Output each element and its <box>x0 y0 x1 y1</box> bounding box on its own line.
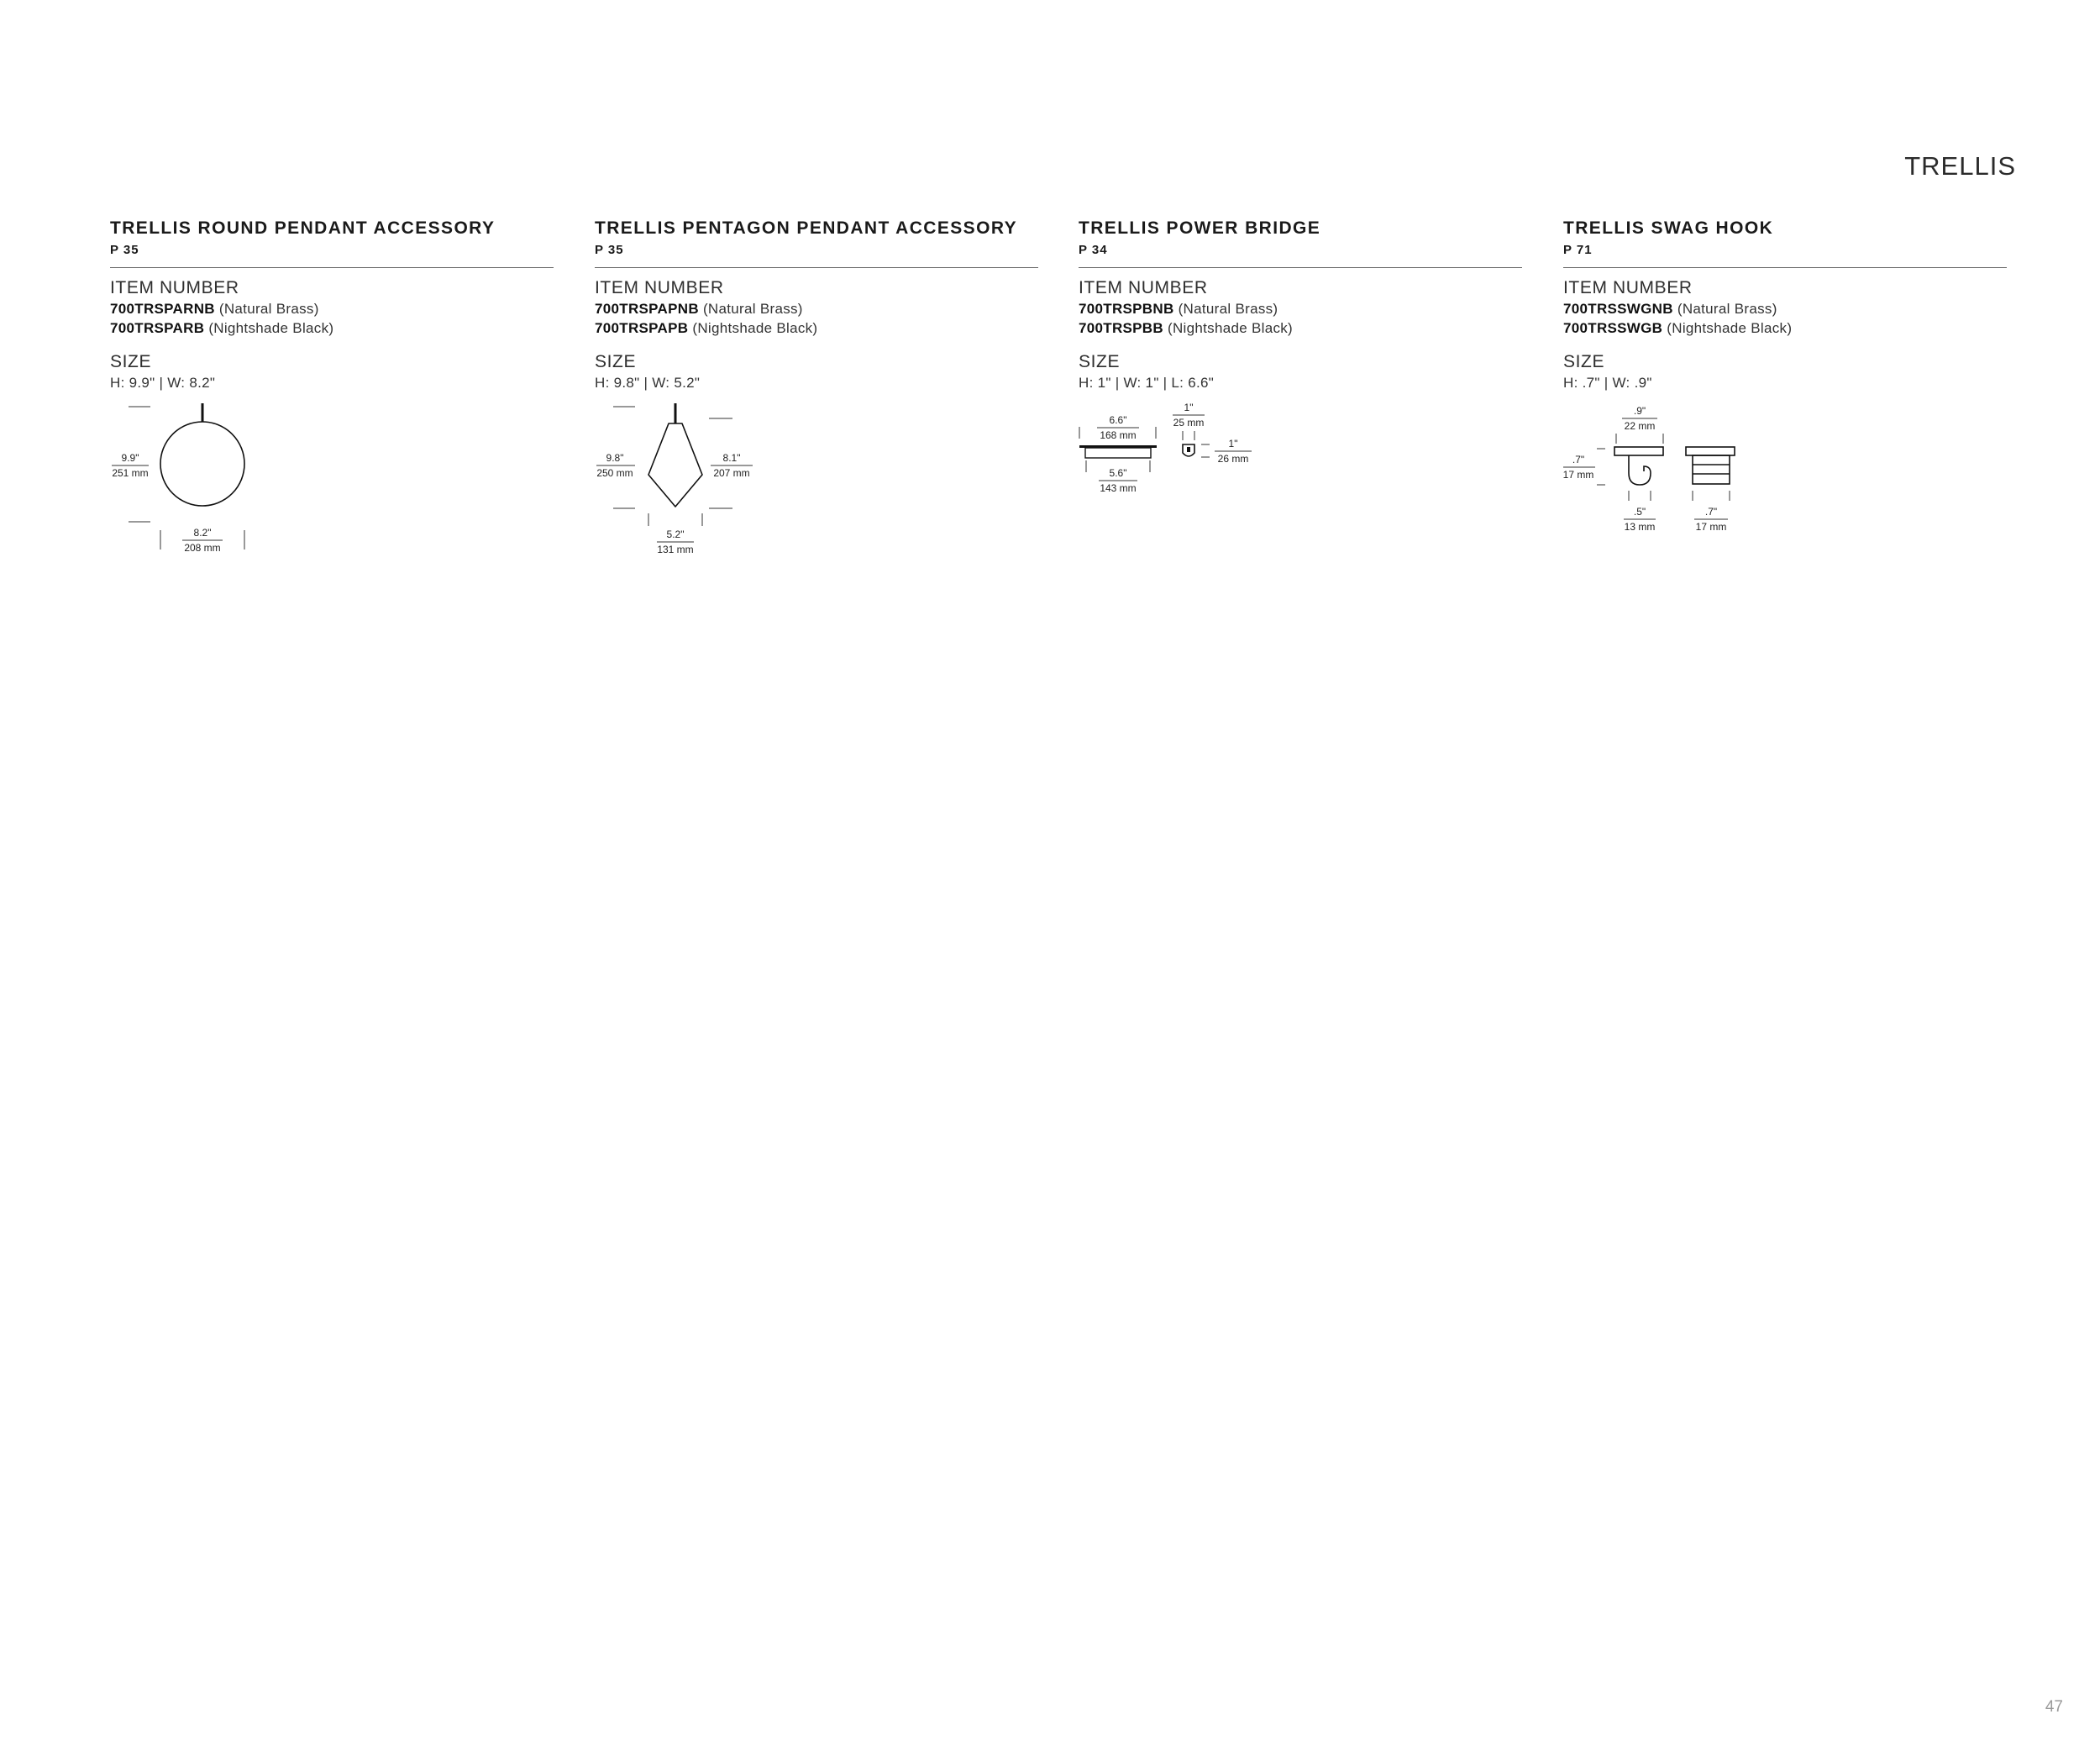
length-inches: 6.6" <box>1109 414 1127 426</box>
item-finish: (Nightshade Black) <box>208 320 334 336</box>
product-divider <box>1079 267 1522 268</box>
item-number-label: ITEM NUMBER <box>1563 278 1693 297</box>
pentagon-pendant-shape <box>648 423 702 507</box>
product-card-swag-hook <box>1563 217 2007 533</box>
height-mm: 251 mm <box>112 467 149 479</box>
bridge-end-slot <box>1187 447 1190 452</box>
item-number-label: ITEM NUMBER <box>1079 278 1208 297</box>
width-mm: 208 mm <box>184 542 221 554</box>
round-pendant-diagram <box>110 400 312 560</box>
product-page-ref: P 35 <box>110 243 139 257</box>
page-number: 47 <box>2045 1698 2063 1716</box>
pentagon-pendant-diagram <box>595 400 796 568</box>
swag-hook-diagram <box>1563 400 1765 543</box>
size-value: H: 1" | W: 1" | L: 6.6" <box>1079 375 1215 391</box>
height-inches: 9.8" <box>606 452 624 464</box>
item-finish: (Natural Brass) <box>1178 301 1278 317</box>
product-card-pentagon-pendant <box>595 217 1038 555</box>
width-mm: 131 mm <box>657 544 694 555</box>
item-line <box>595 299 1038 318</box>
product-page-ref: P 71 <box>1563 243 1593 257</box>
size-value: H: 9.8" | W: 5.2" <box>595 375 701 391</box>
side-mm: 207 mm <box>713 467 750 479</box>
height-mm: 250 mm <box>596 467 633 479</box>
height-inches: 1" <box>1228 438 1238 450</box>
item-line <box>1079 318 1522 338</box>
product-divider <box>595 267 1038 268</box>
item-code: 700TRSSWGNB <box>1563 301 1673 317</box>
item-line <box>110 318 554 338</box>
product-page-ref: P 34 <box>1079 243 1108 257</box>
height-mm: 26 mm <box>1217 453 1249 465</box>
width-mm: 25 mm <box>1173 417 1205 429</box>
side-inches: 8.1" <box>722 452 741 464</box>
product-divider <box>110 267 554 268</box>
hook-side-body <box>1693 455 1730 484</box>
width-inches: 5.2" <box>666 528 685 540</box>
round-pendant-shape <box>160 422 244 506</box>
item-code: 700TRSPAPB <box>595 320 689 336</box>
item-line <box>1563 299 2007 318</box>
item-finish: (Natural Brass) <box>702 301 803 317</box>
inner-length-mm: 143 mm <box>1100 482 1137 494</box>
item-code: 700TRSPBB <box>1079 320 1163 336</box>
height-inches: 9.9" <box>121 452 139 464</box>
item-code: 700TRSPARB <box>110 320 205 336</box>
item-line <box>110 299 554 318</box>
size-label: SIZE <box>1079 352 1121 371</box>
item-finish: (Nightshade Black) <box>1667 320 1793 336</box>
top-width-mm: 22 mm <box>1624 420 1656 432</box>
item-code: 700TRSPARNB <box>110 301 215 317</box>
product-card-power-bridge <box>1079 217 1522 494</box>
item-finish: (Natural Brass) <box>218 301 319 317</box>
item-finish: (Nightshade Black) <box>1168 320 1294 336</box>
product-divider <box>1563 267 2007 268</box>
item-line <box>595 318 1038 338</box>
height-inches: .7" <box>1572 454 1585 465</box>
width-inches: 1" <box>1184 402 1194 413</box>
size-label: SIZE <box>595 352 637 371</box>
item-line <box>1563 318 2007 338</box>
width-inches: 8.2" <box>193 527 212 539</box>
hook-curve <box>1629 455 1651 485</box>
item-code: 700TRSSWGB <box>1563 320 1663 336</box>
product-title: TRELLIS PENTAGON PENDANT ACCESSORY <box>595 218 1018 238</box>
product-page-ref: P 35 <box>595 243 624 257</box>
power-bridge-diagram <box>1079 400 1280 509</box>
hook-width-inches: .5" <box>1633 506 1646 518</box>
hook-side-plate <box>1686 447 1735 455</box>
hook-width-mm: 13 mm <box>1624 521 1656 533</box>
item-number-label: ITEM NUMBER <box>110 278 239 297</box>
item-code: 700TRSPBNB <box>1079 301 1174 317</box>
hook-mount-plate <box>1614 447 1663 455</box>
item-finish: (Nightshade Black) <box>692 320 818 336</box>
section-title: TRELLIS <box>1904 151 2016 181</box>
product-title: TRELLIS SWAG HOOK <box>1563 218 1774 238</box>
side-width-inches: .7" <box>1704 506 1718 518</box>
item-code: 700TRSPAPNB <box>595 301 699 317</box>
item-line <box>1079 299 1522 318</box>
size-label: SIZE <box>1563 352 1605 371</box>
size-value: H: .7" | W: .9" <box>1563 375 1652 391</box>
item-finish: (Natural Brass) <box>1677 301 1777 317</box>
item-number-label: ITEM NUMBER <box>595 278 724 297</box>
product-title: TRELLIS ROUND PENDANT ACCESSORY <box>110 218 496 238</box>
bridge-body <box>1085 448 1151 458</box>
top-width-inches: .9" <box>1633 405 1646 417</box>
inner-length-inches: 5.6" <box>1109 467 1127 479</box>
product-card-round-pendant <box>110 217 554 554</box>
side-width-mm: 17 mm <box>1695 521 1727 533</box>
size-value: H: 9.9" | W: 8.2" <box>110 375 216 391</box>
product-title: TRELLIS POWER BRIDGE <box>1079 218 1321 238</box>
size-label: SIZE <box>110 352 152 371</box>
length-mm: 168 mm <box>1100 429 1137 441</box>
height-mm: 17 mm <box>1563 469 1594 481</box>
